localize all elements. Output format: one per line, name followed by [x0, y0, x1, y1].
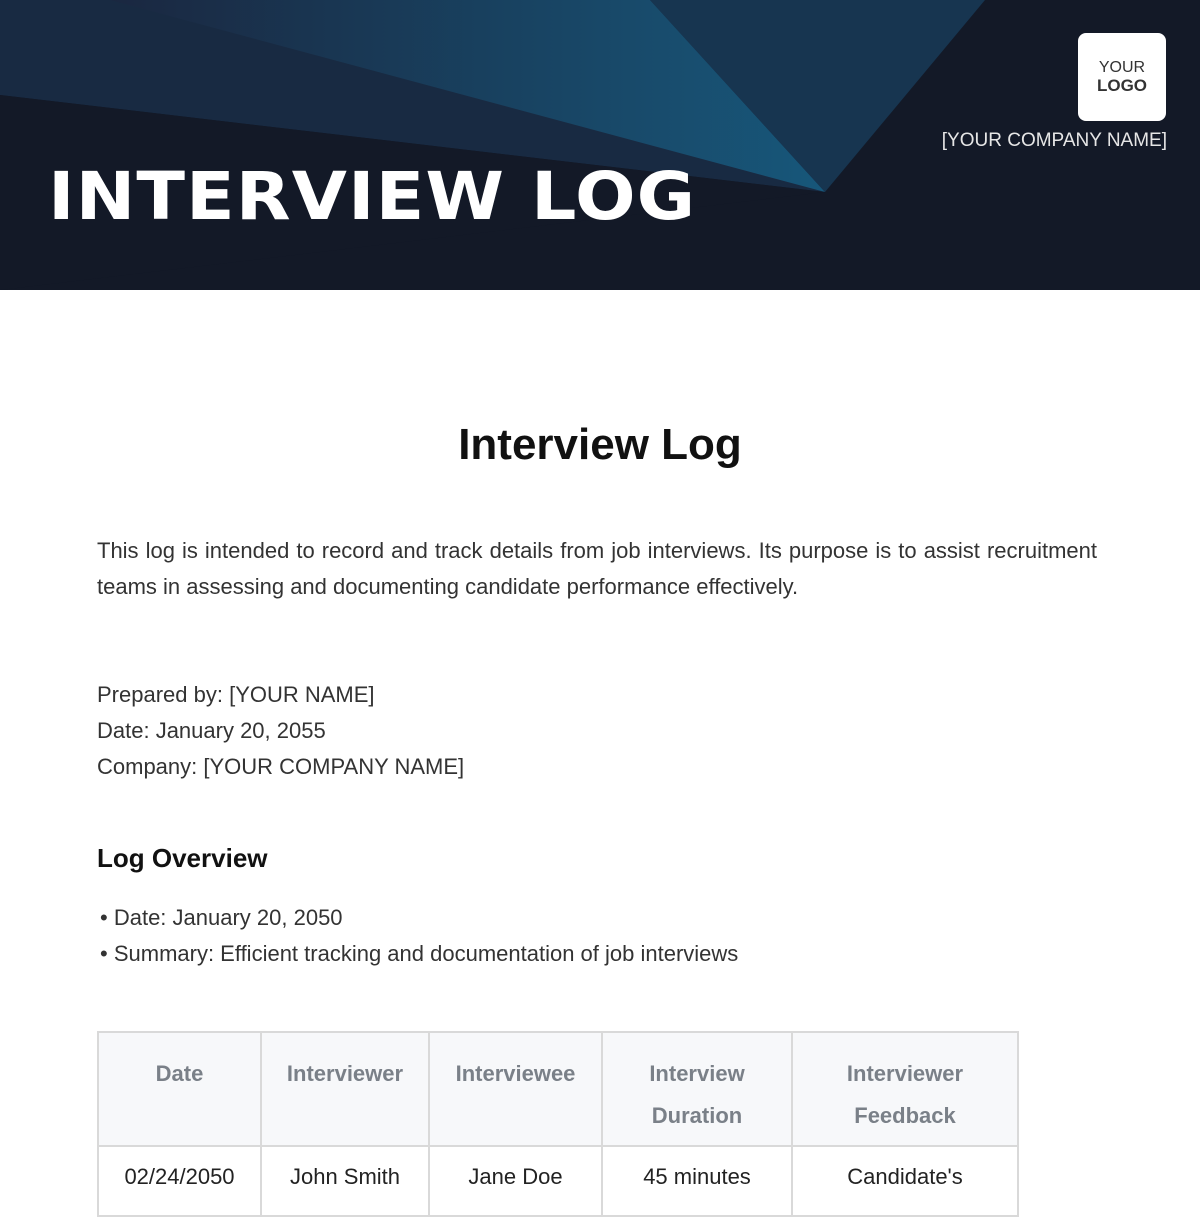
column-header: Interview Duration: [602, 1032, 792, 1146]
table-cell: Jane Doe: [429, 1146, 602, 1216]
meta-company: Company: [YOUR COMPANY NAME]: [97, 754, 465, 779]
table-cell: John Smith: [261, 1146, 429, 1216]
company-name: [YOUR COMPANY NAME]: [941, 130, 1167, 151]
meta-date: Date: January 20, 2055: [97, 718, 326, 743]
overview-list: [100, 900, 738, 972]
column-header: Interviewer Feedback: [792, 1032, 1018, 1146]
list-item: • Summary: Efficient tracking and documentation of job interviews: [100, 936, 738, 972]
header-banner: [0, 0, 1200, 290]
list-item: • Date: January 20, 2050: [100, 900, 738, 936]
table-cell: 45 minutes: [602, 1146, 792, 1216]
document-title: Interview Log: [458, 420, 742, 469]
table-row: [98, 1146, 1018, 1216]
company-logo: YOUR LOGO: [1078, 33, 1166, 121]
prepared-by: Prepared by: [YOUR NAME]: [97, 682, 375, 707]
column-header: Date: [98, 1032, 261, 1146]
table-header-row: [98, 1032, 1018, 1146]
column-header: Interviewee: [429, 1032, 602, 1146]
table-cell: Candidate's: [792, 1146, 1018, 1216]
table-cell: 02/24/2050: [98, 1146, 261, 1216]
document-meta: [97, 677, 464, 785]
section-heading: Log Overview: [97, 843, 268, 873]
intro-paragraph: This log is intended to record and track details from job interviews. Its purpose is to assist recruitment teams in assessing and documenting candidate performance effectively.: [97, 538, 1097, 599]
column-header: Interviewer: [261, 1032, 429, 1146]
banner-title: INTERVIEW LOG: [48, 158, 697, 235]
interview-table: [97, 1031, 1019, 1217]
